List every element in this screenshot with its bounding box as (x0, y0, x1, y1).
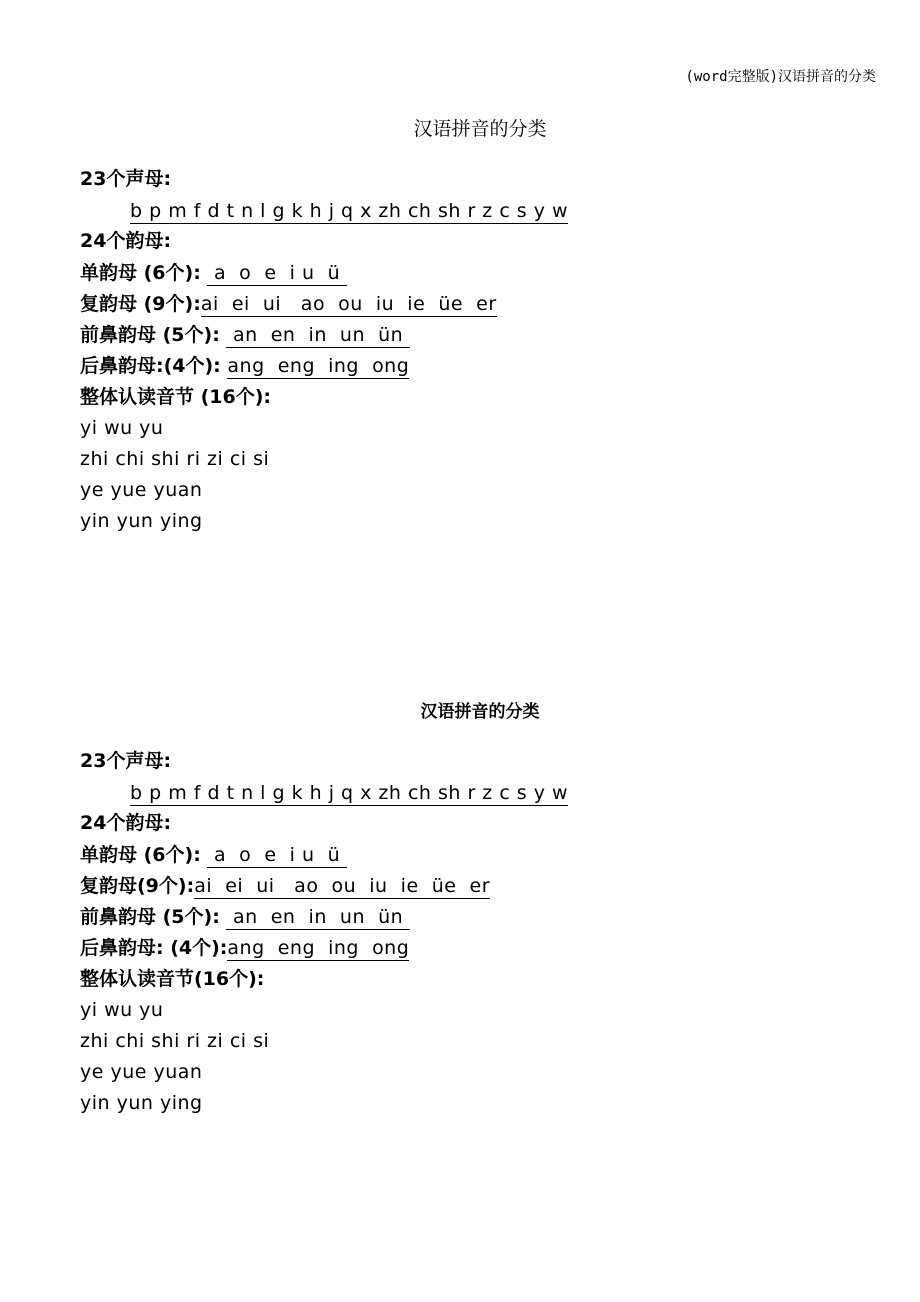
initials-list: b p m f d t n l g k h j q x zh ch sh r z c s y w (130, 782, 569, 804)
back-nasal-finals: ang eng ing ong (227, 355, 410, 377)
whole-syllables-label: 整体认读音节 (16个): (80, 386, 272, 408)
finals-label: 24个韵母: (80, 812, 172, 834)
whole-syllables-line: zhi chi shi ri zi ci si (80, 1030, 270, 1052)
simple-finals: a o e i u ü (207, 844, 347, 866)
whole-syllables-line: ye yue yuan (80, 1061, 203, 1083)
compound-finals: ai ei ui ao ou iu ie üe er (194, 875, 491, 897)
simple-finals-label: 单韵母 (6个): (80, 262, 208, 284)
page-header: (word完整版)汉语拼音的分类 (685, 69, 876, 85)
section-1-title: 汉语拼音的分类 (413, 118, 547, 140)
compound-finals-label: 复韵母(9个): (80, 875, 195, 897)
compound-finals: ai ei ui ao ou iu ie üe er (200, 293, 497, 315)
front-nasal-label: 前鼻韵母 (5个): (80, 906, 227, 928)
initials-list: b p m f d t n l g k h j q x zh ch sh r z c s y w (130, 200, 569, 222)
back-nasal-label: 后鼻韵母: (4个): (80, 937, 228, 959)
whole-syllables-line: yi wu yu (80, 999, 164, 1021)
whole-syllables-line: ye yue yuan (80, 479, 203, 501)
finals-label: 24个韵母: (80, 230, 172, 252)
whole-syllables-line: zhi chi shi ri zi ci si (80, 448, 270, 470)
front-nasal-finals: an en in un ün (226, 324, 410, 346)
back-nasal-label: 后鼻韵母:(4个): (80, 355, 228, 377)
whole-syllables-line: yin yun ying (80, 510, 203, 532)
whole-syllables-line: yi wu yu (80, 417, 164, 439)
back-nasal-finals: ang eng ing ong (227, 937, 410, 959)
compound-finals-label: 复韵母 (9个): (80, 293, 201, 315)
simple-finals: a o e i u ü (207, 262, 347, 284)
section-2-title: 汉语拼音的分类 (420, 702, 540, 722)
whole-syllables-line: yin yun ying (80, 1092, 203, 1114)
initials-label: 23个声母: (80, 168, 172, 190)
simple-finals-label: 单韵母 (6个): (80, 844, 208, 866)
whole-syllables-label: 整体认读音节(16个): (80, 968, 265, 990)
initials-label: 23个声母: (80, 750, 172, 772)
front-nasal-finals: an en in un ün (226, 906, 410, 928)
front-nasal-label: 前鼻韵母 (5个): (80, 324, 227, 346)
